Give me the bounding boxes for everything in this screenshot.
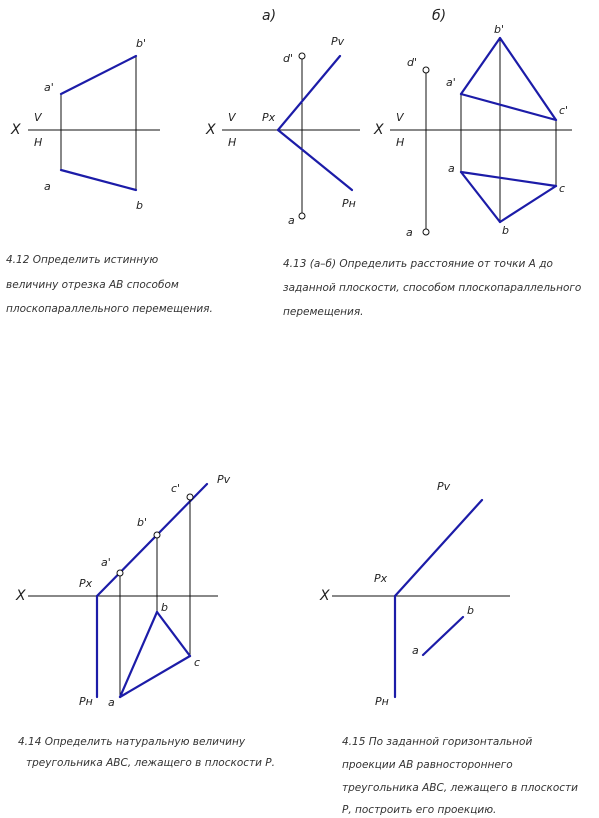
trace-label-pv: Pv — [331, 35, 345, 48]
trace-label-ph: Pн — [342, 197, 356, 210]
point-label-a: a — [108, 696, 115, 709]
segment-ab — [423, 617, 463, 655]
trace-ph — [278, 130, 352, 190]
axis-h-label: H — [34, 136, 43, 149]
axis-v-label: V — [396, 111, 404, 124]
caption-413-line3: перемещения. — [283, 306, 364, 318]
caption-414-line2: треугольника АВС, лежащего в плоскости Р. — [26, 757, 275, 769]
point-label-b: b — [161, 601, 168, 614]
point-label-a1: a' — [446, 76, 456, 89]
point-label-b1: b' — [137, 516, 148, 529]
trace-label-ph: Pн — [375, 695, 389, 708]
axis-x-label: X — [11, 122, 21, 138]
caption-415-line3: треугольника АВС, лежащего в плоскости — [342, 782, 578, 794]
axis-v-label: V — [228, 111, 236, 124]
caption-415-line1: 4.15 По заданной горизонтальной — [342, 736, 533, 748]
trace-label-px: Px — [262, 111, 276, 124]
axis-h-label: H — [396, 136, 405, 149]
axis-h-label: H — [228, 136, 237, 149]
axis-v-label: V — [34, 111, 42, 124]
point-label-c: c — [559, 182, 566, 195]
point-label-d1: d' — [407, 56, 418, 69]
caption-415-line4: Р, построить его проекцию. — [342, 804, 497, 816]
figure-4-15 — [319, 480, 578, 816]
point-label-b1: b' — [494, 23, 505, 36]
point-label-d: a — [406, 226, 413, 239]
edge-ab — [461, 172, 500, 222]
point-label-c1: c' — [171, 482, 181, 495]
caption-413-line2: заданной плоскости, способом плоскопараллельного — [283, 282, 582, 294]
segment-a1b1 — [61, 56, 136, 94]
point-label-b: b — [467, 604, 474, 617]
edge-ac — [120, 656, 190, 697]
point-label-a1: a' — [101, 556, 111, 569]
trace-label-pv: Pv — [437, 480, 451, 493]
figure-4-13-a — [205, 8, 360, 227]
point-d — [299, 213, 305, 219]
point-label-d: a — [288, 214, 295, 227]
segment-ab — [61, 170, 136, 190]
edge-bc — [500, 186, 556, 222]
edge-ac — [461, 172, 556, 186]
figure-4-12 — [6, 37, 213, 315]
caption-412-line2: величину отрезка АВ способом — [6, 279, 179, 291]
caption-412-line3: плоскопараллельного перемещения. — [6, 303, 213, 315]
point-label-b: b — [502, 224, 509, 237]
point-c1 — [187, 494, 193, 500]
trace-pv — [278, 56, 340, 130]
point-label-a: a — [448, 162, 455, 175]
caption-412-line1: 4.12 Определить истинную — [6, 254, 159, 266]
point-a1 — [117, 570, 123, 576]
point-label-c1: c' — [559, 104, 569, 117]
trace-label-px: Px — [374, 572, 388, 585]
caption-415-line2: проекции АВ равностороннего — [342, 759, 513, 771]
point-label-b: b — [136, 199, 143, 212]
trace-label-ph: Pн — [79, 695, 93, 708]
point-d — [423, 229, 429, 235]
point-label-c: c — [194, 656, 201, 669]
point-label-a: a — [44, 180, 51, 193]
point-label-a1: a' — [44, 81, 54, 94]
edge-bc — [157, 612, 190, 656]
point-b1 — [154, 532, 160, 538]
axis-x-label: X — [16, 588, 26, 604]
edge-ab — [120, 612, 157, 697]
edge-a1b1 — [461, 38, 500, 94]
caption-414-line1: 4.14 Определить натуральную величину — [18, 736, 246, 748]
trace-pv — [395, 500, 482, 596]
point-label-b1: b' — [136, 37, 147, 50]
axis-x-label: X — [206, 122, 216, 138]
axis-x-label: X — [374, 122, 384, 138]
point-d1 — [423, 67, 429, 73]
trace-label-pv: Pv — [217, 473, 231, 486]
caption-413-line1: 4.13 (а–б) Определить расстояние от точки А до — [283, 258, 553, 270]
variant-a-label: а) — [262, 8, 277, 24]
point-label-a: a — [412, 644, 419, 657]
figure-4-13-b — [373, 8, 572, 239]
figure-4-14 — [15, 473, 275, 769]
trace-label-px: Px — [79, 577, 93, 590]
variant-b-label: б) — [432, 8, 447, 24]
point-d1 — [299, 53, 305, 59]
axis-x-label: X — [320, 588, 330, 604]
point-label-d1: d' — [283, 52, 294, 65]
